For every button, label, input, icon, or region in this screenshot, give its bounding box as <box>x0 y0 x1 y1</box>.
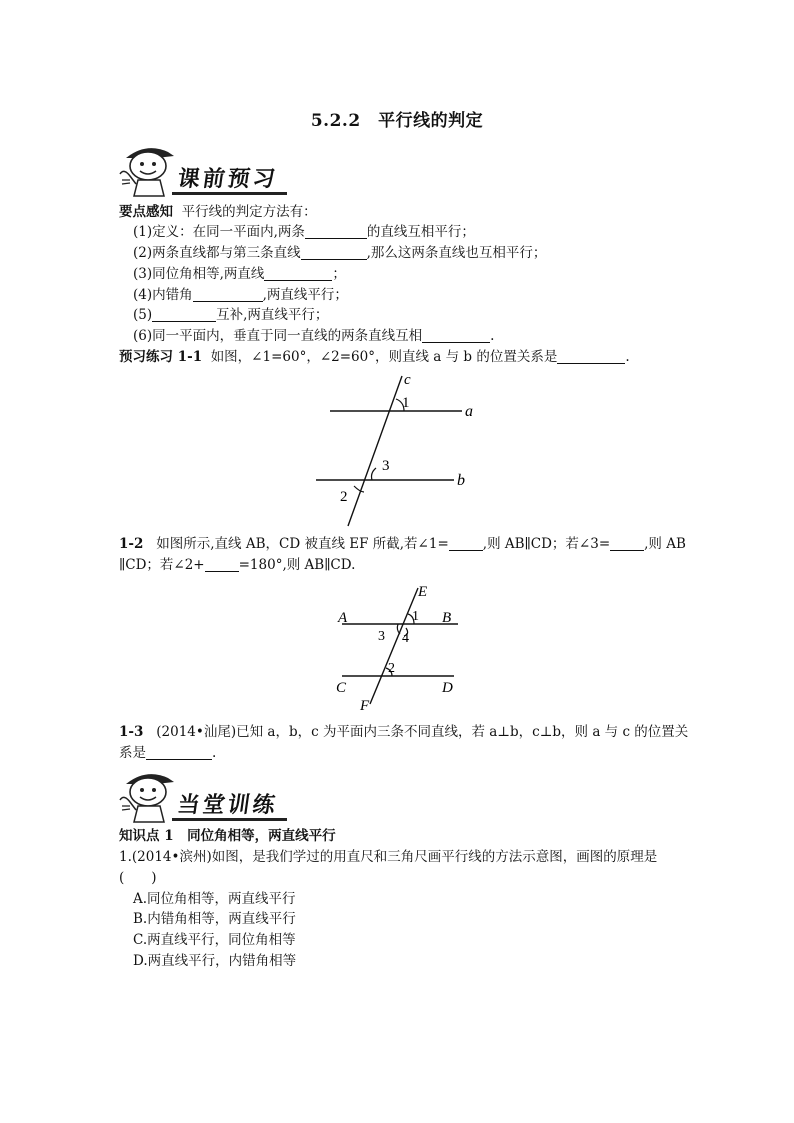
exercise-1-2-line2-tail: =180°,则 AB∥CD. <box>238 557 356 573</box>
label-a: a <box>465 403 473 420</box>
figure-parallel-lines-abcd <box>330 578 470 712</box>
exercise-1-2-text-b: ,则 AB∥CD；若∠3= <box>482 536 611 552</box>
point-item-4-tail: ,两直线平行； <box>262 287 348 303</box>
exercise-1-2-line2 <box>119 555 355 575</box>
point-item-1 <box>133 222 475 242</box>
label-angle-3: 3 <box>382 458 390 474</box>
point-item-6-tail: . <box>490 328 495 344</box>
exercise-1-3-line2-text: 系是 <box>119 745 146 761</box>
exercise-1-2-text: 如图所示,直线 AB，CD 被直线 EF 所截,若∠1= <box>156 536 449 552</box>
page-title: 5.2.2 平行线的判定 <box>310 111 484 131</box>
label-c: c <box>404 372 411 388</box>
label-angle-4: 4 <box>402 631 409 646</box>
point-item-2-tail: ,那么这两条直线也互相平行； <box>366 245 547 261</box>
point-item-6-text: (6)同一平面内，垂直于同一直线的两条直线互相 <box>133 328 423 344</box>
classroom-banner <box>116 766 291 824</box>
exercise-1-2-line2-text: ∥CD；若∠2+ <box>119 557 205 573</box>
label-E: E <box>418 584 428 600</box>
answer-blank[interactable] <box>422 328 490 343</box>
answer-blank[interactable] <box>146 745 212 760</box>
label-angle-2: 2 <box>388 661 395 676</box>
answer-blank[interactable] <box>193 287 263 302</box>
points-label: 要点感知 <box>119 204 173 220</box>
point-item-3 <box>133 264 346 284</box>
exercise-1-1-tail: . <box>625 349 630 365</box>
option-b[interactable]: B.内错角相等，两直线平行 <box>133 911 296 927</box>
points-intro-text: 平行线的判定方法有： <box>181 204 317 220</box>
point-item-2 <box>133 243 546 263</box>
figure-parallel-lines-ab <box>300 366 490 530</box>
exercise-1-3 <box>119 722 688 742</box>
answer-blank[interactable] <box>557 349 625 364</box>
exercise-1-3-line2: 系是 . <box>119 745 217 761</box>
point-item-4 <box>133 285 348 305</box>
exercise-1-2 <box>119 534 686 554</box>
point-item-5-text: (5) <box>133 307 153 323</box>
banner-underline <box>172 192 287 195</box>
exercise-1-3-label: 1-3 <box>119 724 144 740</box>
point-item-6 <box>133 326 494 346</box>
answer-blank[interactable] <box>264 266 332 281</box>
answer-blank[interactable] <box>610 536 644 551</box>
label-D: D <box>442 680 453 696</box>
exercise-1-2-label: 1-2 <box>119 536 144 552</box>
answer-blank[interactable] <box>305 224 367 239</box>
point-item-5 <box>133 305 328 325</box>
point-item-4-text: (4)内错角 <box>133 287 193 303</box>
exercise-1-1-label: 预习练习 1-1 <box>119 349 203 365</box>
option-c[interactable]: C.两直线平行，同位角相等 <box>133 932 296 948</box>
label-b: b <box>457 472 465 489</box>
exercise-1-1 <box>119 347 630 367</box>
label-A: A <box>338 610 348 626</box>
line-ef <box>370 588 418 704</box>
answer-blank[interactable] <box>449 536 483 551</box>
option-d[interactable]: D.两直线平行，内错角相等 <box>133 953 297 969</box>
line-c <box>348 376 402 526</box>
question-1-paren: ( ) <box>119 870 157 886</box>
answer-blank[interactable] <box>301 245 367 260</box>
label-C: C <box>336 680 347 696</box>
label-angle-3: 3 <box>378 629 385 644</box>
answer-blank[interactable] <box>205 557 239 572</box>
answer-blank[interactable] <box>152 307 216 322</box>
points-intro <box>119 202 317 222</box>
classroom-banner-text: 当堂训练 <box>175 793 280 818</box>
preview-banner <box>116 140 291 198</box>
point-item-1-text: (1)定义：在同一平面内,两条 <box>133 224 305 240</box>
point-item-5-tail: 互补,两直线平行； <box>216 307 329 323</box>
exercise-1-1-text: 如图，∠1=60°，∠2=60°，则直线 a 与 b 的位置关系是 <box>210 349 558 365</box>
label-F: F <box>360 698 370 712</box>
point-item-3-text: (3)同位角相等,两直线 <box>133 266 265 282</box>
question-1 <box>119 847 657 867</box>
label-angle-1: 1 <box>412 609 419 624</box>
option-a[interactable]: A.同位角相等，两直线平行 <box>133 891 296 907</box>
label-angle-2: 2 <box>340 489 348 505</box>
point-item-3-tail: ； <box>332 266 346 282</box>
point-item-2-text: (2)两条直线都与第三条直线 <box>133 245 301 261</box>
exercise-1-2-text-c: ,则 AB <box>644 536 686 552</box>
label-angle-1: 1 <box>402 395 410 411</box>
question-1-text: 1.(2014•滨州)如图，是我们学过的用直尺和三角尺画平行线的方法示意图，画图的原理是 <box>119 849 658 865</box>
label-B: B <box>442 610 452 626</box>
knowledge-point-1-title: 知识点 1 同位角相等，两直线平行 <box>119 828 336 844</box>
point-item-1-tail: 的直线互相平行； <box>366 224 475 240</box>
banner-underline <box>172 818 287 821</box>
exercise-1-3-text: (2014•汕尾)已知 a，b，c 为平面内三条不同直线，若 a⊥b，c⊥b，则 a 与 c 的位置关 <box>156 724 689 740</box>
preview-banner-text: 课前预习 <box>175 167 280 192</box>
angle-3-arc <box>372 468 377 480</box>
